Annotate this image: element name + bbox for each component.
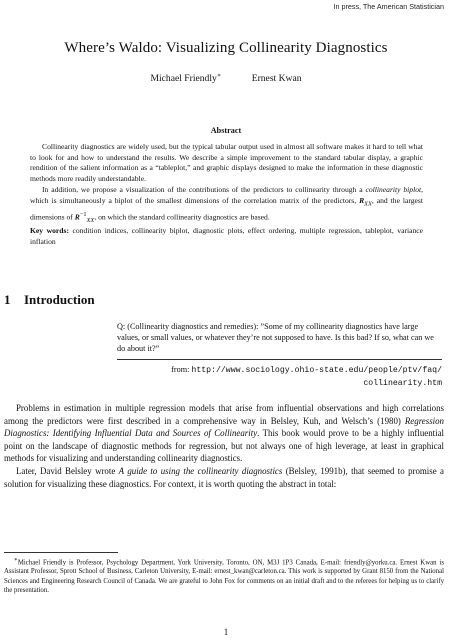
abstract-text: , on which the standard collinearity diagnostics are based. (94, 212, 270, 222)
body-text-run: (Belsley, 1991b), that seemed to promise a solution for visualizing these diagnostics. For context, it is worth quoting the abstract in total: (4, 465, 444, 489)
section-title: Introduction (24, 292, 95, 307)
author-name: Michael Friendly (150, 73, 217, 85)
section-number: 1 (4, 292, 11, 307)
author-name: Ernest Kwan (251, 73, 302, 85)
abstract-body (30, 142, 423, 248)
source-url: collinearity.htm (363, 378, 442, 388)
keywords-label: Key words: (30, 226, 69, 236)
source-url: http://www.sociology.ohio-state.edu/people/ptv/faq/ (191, 366, 442, 375)
math-superscript: −1 (79, 210, 87, 218)
footnote-mark: ∗ (14, 557, 18, 563)
book-title: Regression Diagnostics: Identifying Influential Data and Sources of Collinearity (4, 415, 444, 439)
book-title: A guide to using the collinearity diagnostics (118, 465, 283, 476)
running-header: In press, The American Statistician (333, 2, 444, 11)
page-number: 1 (223, 627, 229, 637)
abstract-paragraph: Collinearity diagnostics are widely used, but the typical tabular output used in almost all software makes it hard to tell what to look for and how to understand the results. We describe a simple improvement to the standard tabular display, a graphic rendition of the salient information as a “tableplot,” and graphic displays designed to make the information in these diagnostic methods more readily understandable. (30, 142, 423, 184)
quote-divider (117, 359, 442, 360)
abstract-text: In addition, we propose a visualization of the contributions of the predictors to collinearity through a (42, 184, 366, 194)
author-list (0, 72, 452, 84)
source-label: from: (171, 365, 192, 374)
abstract-text: , and the largest dimensions of (30, 195, 423, 222)
abstract-emphasis: collinearity biplot (365, 184, 422, 194)
paper-title: Where’s Waldo: Visualizing Collinearity Diagnostics (64, 40, 388, 56)
body-text-run: . This book would prove to be a highly influential point on the landscape of diagnostic methods for regression, but not always one of high leverage, at least in graphical methods for visualizing and understanding collinearity diagnostics. (4, 428, 445, 464)
footnote (4, 556, 444, 595)
math-subscript: XX (86, 216, 95, 224)
body-paragraph (4, 402, 444, 465)
footnote-text: Michael Friendly is Professor, Psychology Department, York University, Toronto, ON, M3J 1P3 Canada, E-mail: friendly@yorku.ca. Ernest Kwan is Assistant Professor, Sprott School of Business, Carleton University, E-mail: ernest_kwan@carleton.ca. This work is supported by Grant 8150 from the National Sciences and Engineering Research Council of Canada. We are grateful to John Fox for comments on an initial draft and to the referees for helping us to clarify the presentation. (4, 559, 444, 594)
abstract-heading: Abstract (210, 126, 242, 135)
epigraph-quote: Q: (Collinearity diagnostics and remedies): ”Some of my collinearity diagnostics have large values, or small values, or whatever they’re not supposed to have. Is this bad? If so, what can we do about it?” (117, 322, 434, 354)
section-heading (4, 292, 95, 308)
author-footnote-mark: ∗ (216, 73, 221, 79)
body-text-run: Problems in estimation in multiple regression models that arise from influential observations and high correlations among the predictors were first described in a comprehensive way in Belsley, Kuh, and Welsch’s (1980) (4, 403, 444, 426)
body-text-run: Later, David Belsley wrote (16, 465, 119, 476)
math-symbol: R (74, 212, 80, 222)
footnote-rule (4, 552, 118, 553)
abstract-text: , which is simultaneously a biplot of the smallest dimensions of the correlation matrix of the predictors, (30, 184, 424, 205)
math-subscript: XX (364, 200, 372, 208)
quote-source (171, 364, 442, 390)
keywords-line (30, 226, 423, 247)
body-text (4, 402, 444, 490)
keywords-text: condition indices, collinearity biplot, diagnostic plots, effect ordering, multiple regression, tableplot, variance inflation (30, 226, 423, 247)
math-symbol: R (359, 195, 365, 205)
body-paragraph (4, 465, 444, 490)
abstract-paragraph (30, 185, 423, 227)
footnote-paragraph (4, 556, 444, 595)
